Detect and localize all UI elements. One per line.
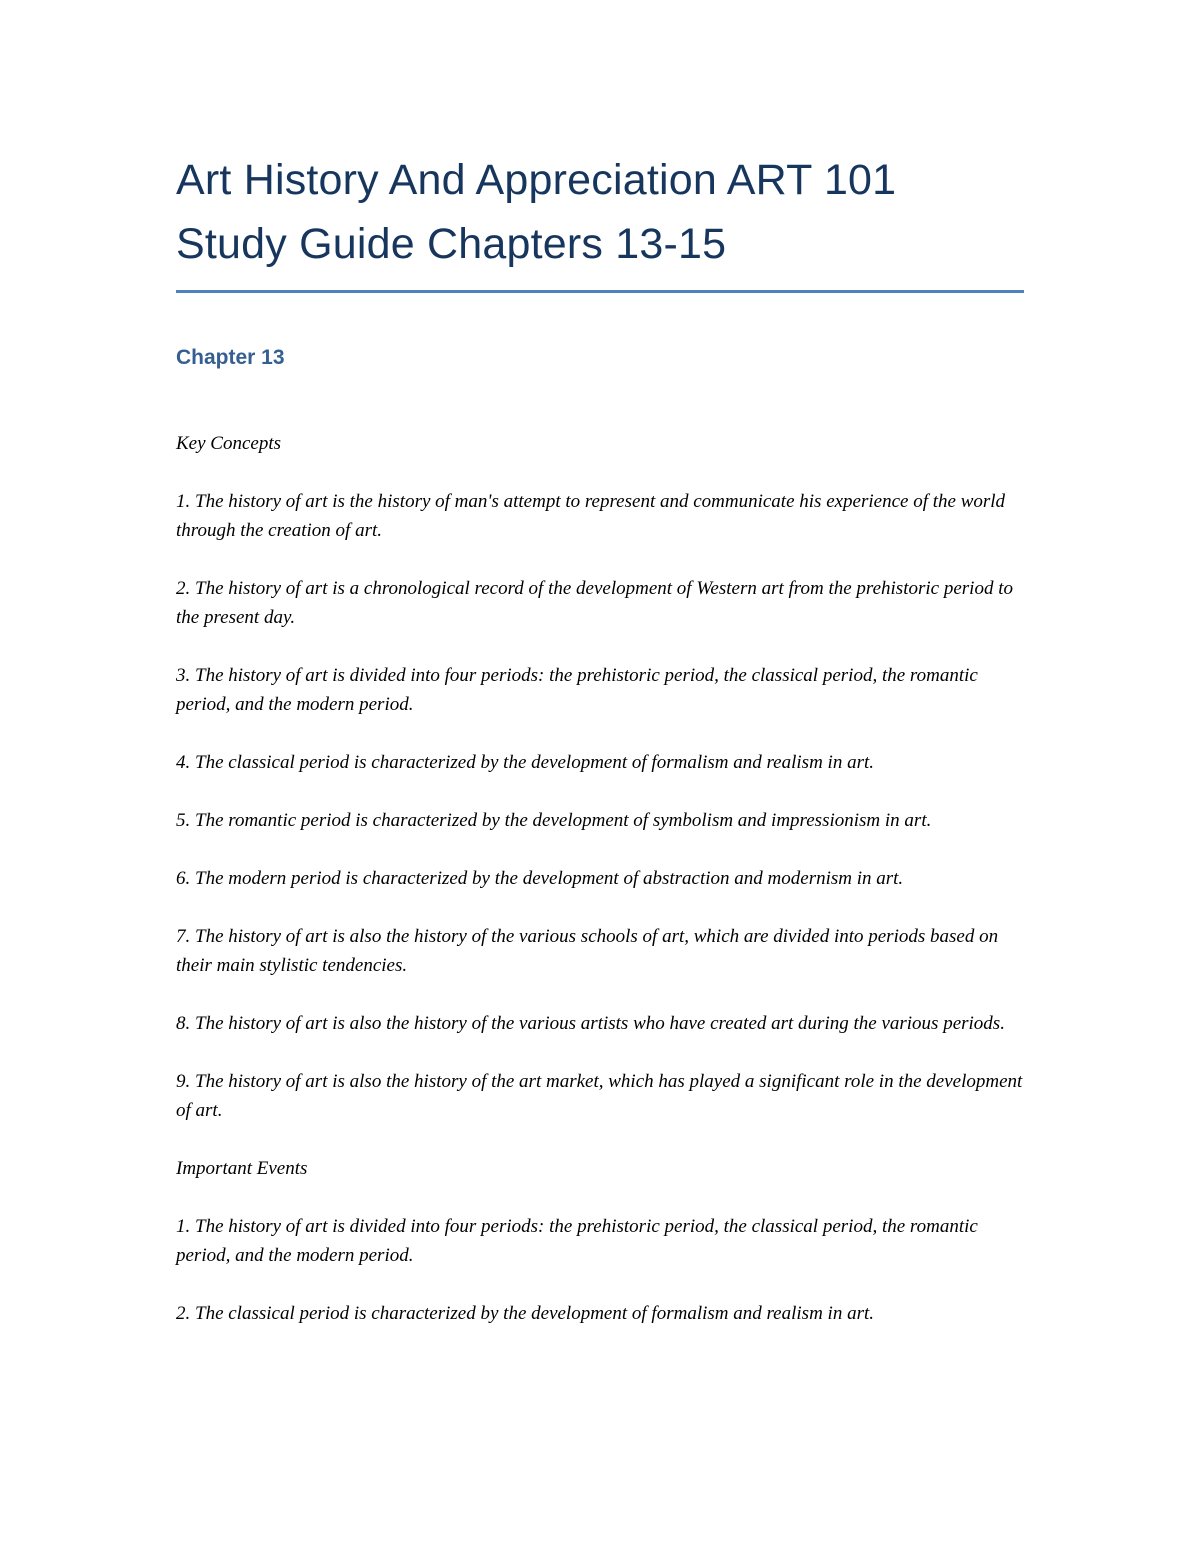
key-concept-item: 5. The romantic period is characterized by the development of symbolism and impressionism in art. — [176, 810, 932, 831]
important-event-item: 2. The classical period is characterized by the development of formalism and realism in art. — [176, 1303, 874, 1324]
title-underline-rule — [176, 290, 1024, 293]
key-concept-item: 7. The history of art is also the history of the various schools of art, which are divided into periods based on their main stylistic tendencies. — [176, 926, 999, 976]
key-concepts-label: Key Concepts — [176, 433, 282, 454]
important-events-label: Important Events — [176, 1158, 308, 1179]
key-concept-item: 4. The classical period is characterized by the development of formalism and realism in art. — [176, 752, 874, 773]
key-concept-item: 8. The history of art is also the history of the various artists who have created art during the various periods. — [176, 1013, 1005, 1034]
key-concept-item: 1. The history of art is the history of man's attempt to represent and communicate his experience of the world through the creation of art. — [176, 491, 1006, 541]
document-title-line-1: Art History And Appreciation ART 101 — [176, 156, 897, 204]
key-concept-item: 9. The history of art is also the history of the art market, which has played a significant role in the development of art. — [176, 1071, 1023, 1121]
key-concept-item: 3. The history of art is divided into four periods: the prehistoric period, the classical period, the romantic period, and the modern period. — [176, 665, 978, 715]
chapter-heading: Chapter 13 — [176, 346, 285, 369]
document-title — [176, 148, 1024, 276]
important-event-item: 1. The history of art is divided into four periods: the prehistoric period, the classical period, the romantic period, and the modern period. — [176, 1216, 978, 1266]
document-title-line-2: Study Guide Chapters 13-15 — [176, 220, 727, 268]
key-concept-item: 2. The history of art is a chronological record of the development of Western art from the prehistoric period to the present day. — [176, 578, 1013, 628]
document-content — [176, 148, 1024, 1328]
key-concept-item: 6. The modern period is characterized by the development of abstraction and modernism in art. — [176, 868, 904, 889]
